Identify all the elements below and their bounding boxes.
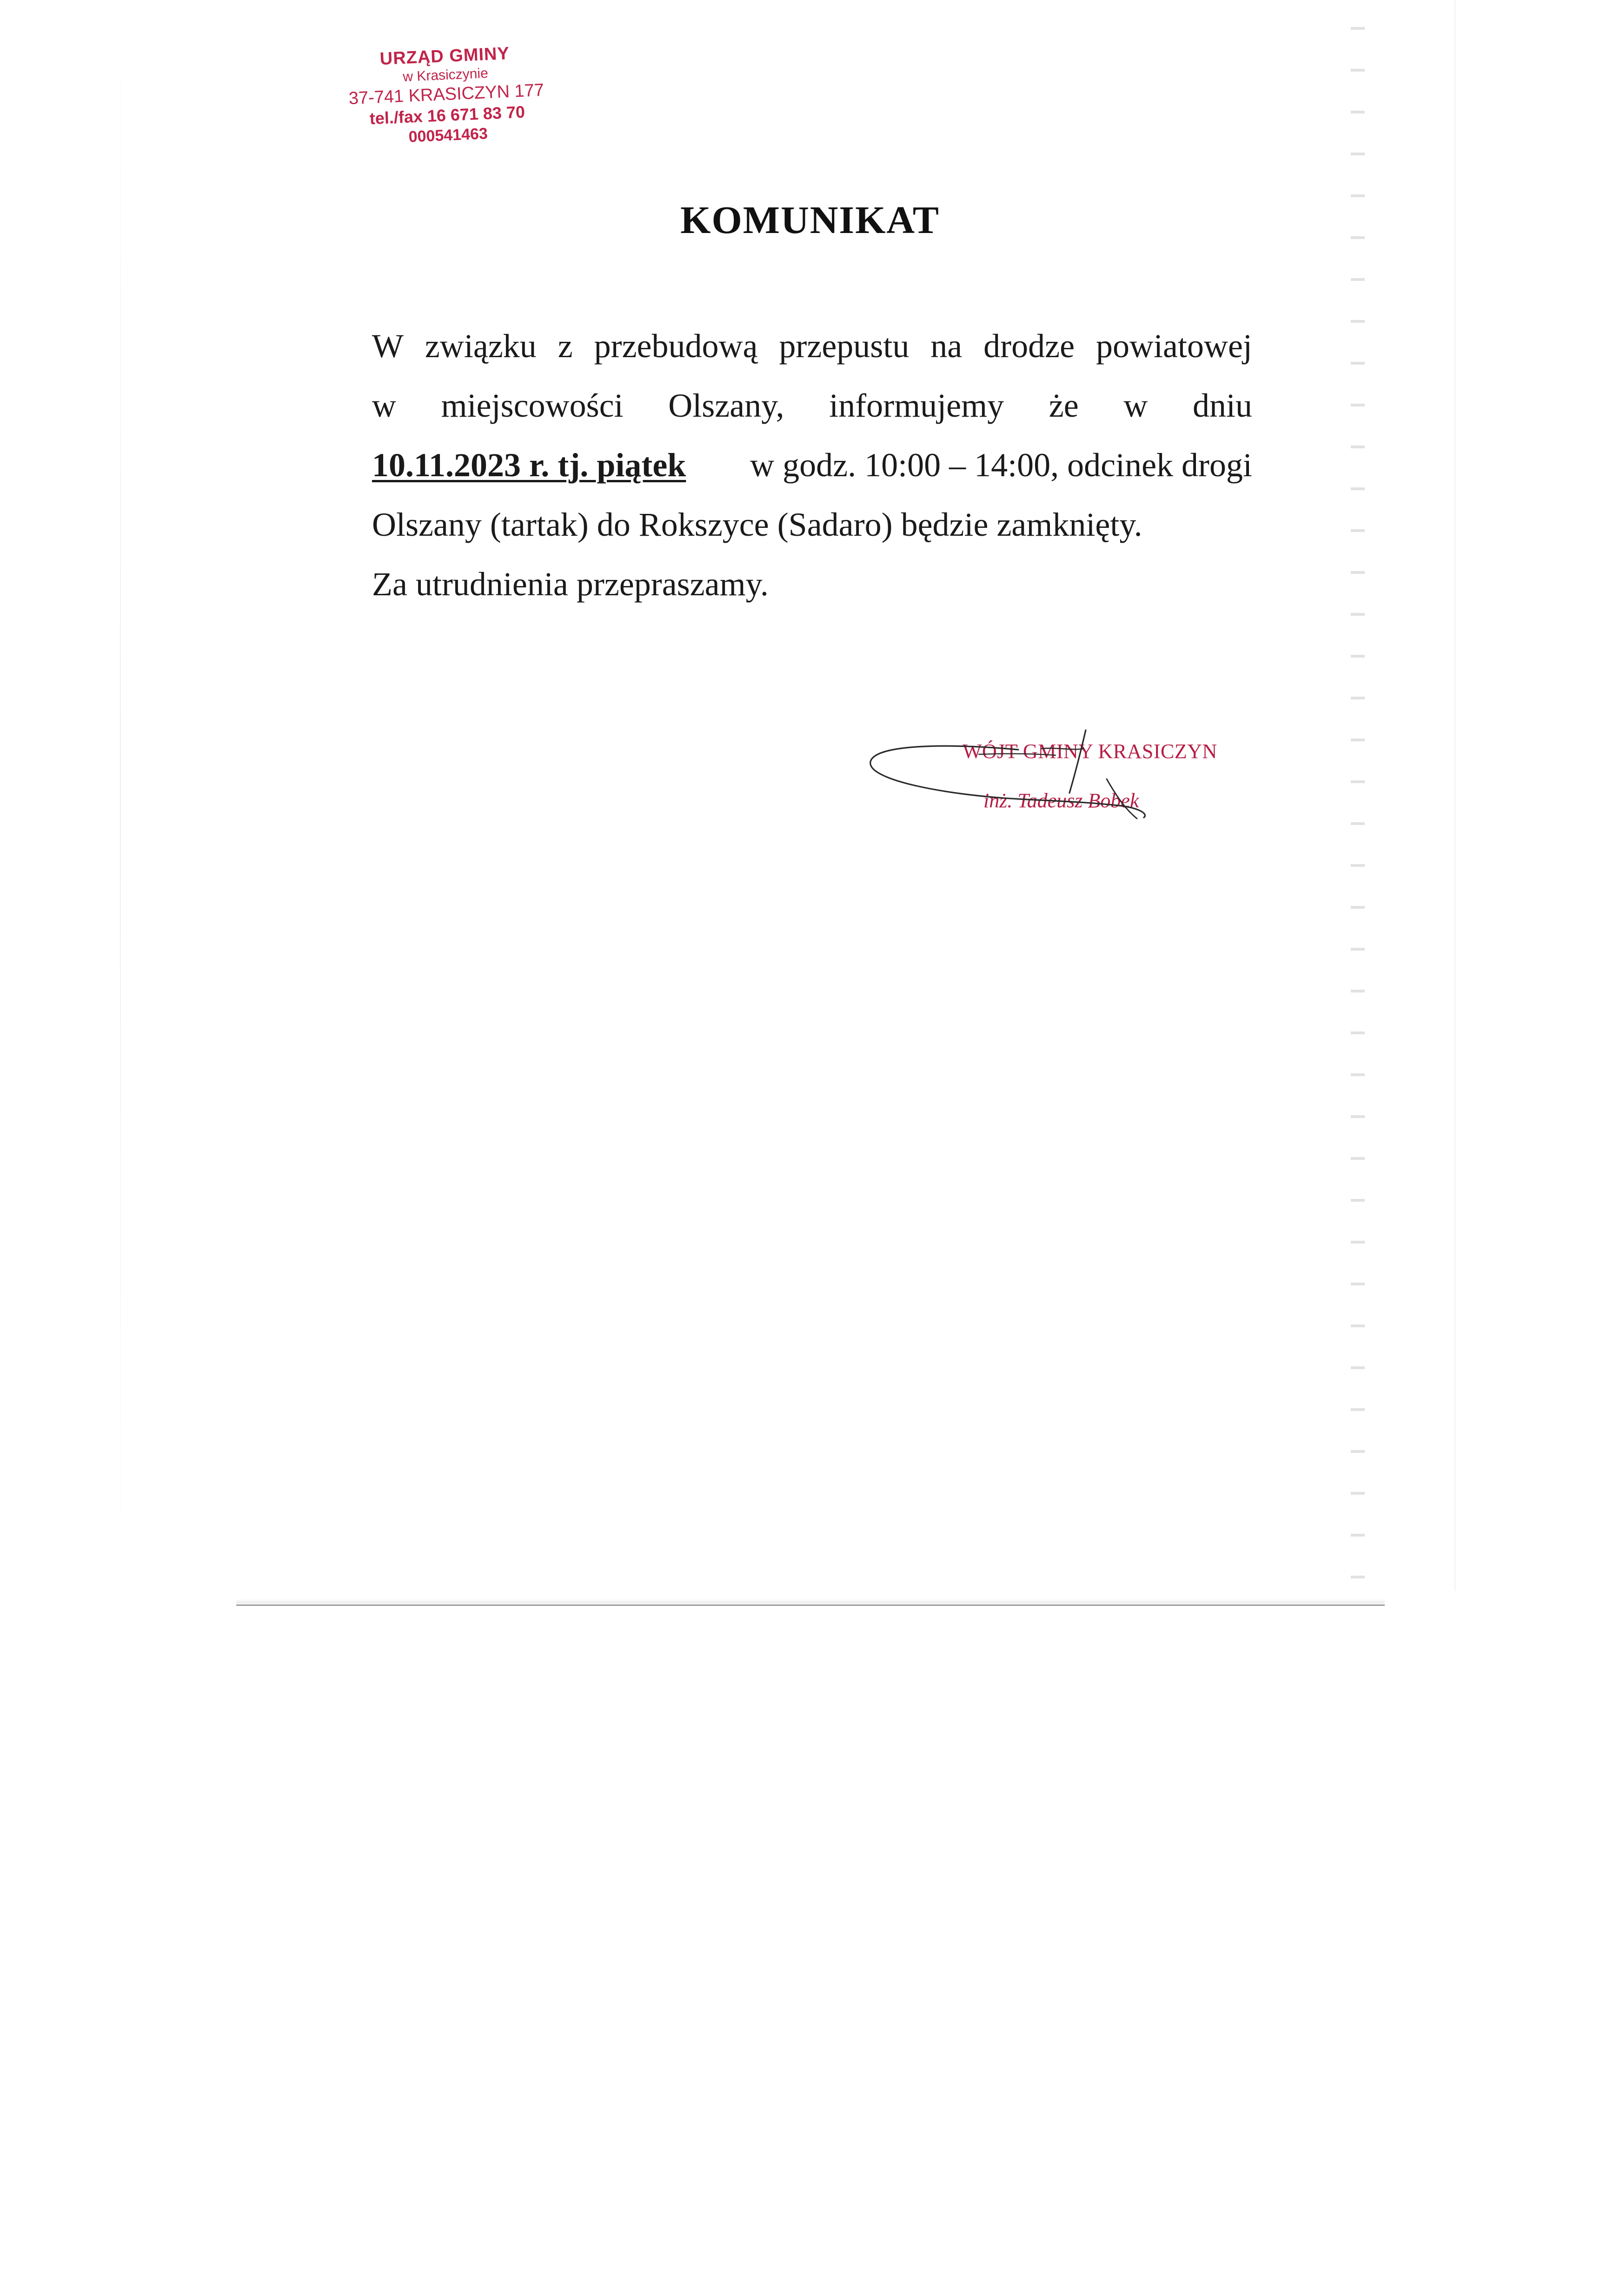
closure-time-and-section: w godz. 10:00 – 14:00, odcinek drogi — [750, 446, 1252, 484]
announcement-body — [372, 316, 1252, 614]
page-title: KOMUNIKAT — [680, 199, 940, 242]
word: informujemy — [829, 387, 1004, 424]
word: powiatowej — [1096, 327, 1252, 365]
word: przepustu — [779, 327, 910, 365]
body-line-3 — [372, 435, 1252, 495]
signature-stamp-title: WÓJT GMINY KRASICZYN — [963, 740, 1217, 763]
word: W — [372, 327, 404, 365]
stamp-line-phone: tel./fax 16 671 83 70 — [369, 102, 525, 128]
signature-block — [865, 725, 1246, 846]
scan-bottom-shadow — [236, 1599, 1385, 1604]
handwritten-signature — [865, 725, 1246, 846]
word: w — [1123, 387, 1148, 424]
word: dniu — [1192, 387, 1252, 424]
stamp-line-office: URZĄD GMINY — [379, 44, 510, 69]
body-line-2 — [372, 376, 1252, 435]
scan-bottom-edge — [236, 1604, 1385, 1606]
word: drodze — [983, 327, 1075, 365]
word: na — [930, 327, 963, 365]
word: miejscowości — [441, 387, 624, 424]
word: związku — [425, 327, 537, 365]
body-line-4: Olszany (tartak) do Rokszyce (Sadaro) będzie zamknięty. — [372, 506, 1142, 543]
stamp-line-address: 37-741 KRASICZYN 177 — [348, 80, 544, 109]
word: w — [372, 387, 396, 424]
word: że — [1049, 387, 1079, 424]
word: Olszany, — [668, 387, 784, 424]
stamp-line-location: w Krasiczynie — [402, 66, 489, 85]
signature-stamp-name: inż. Tadeusz Bobek — [983, 789, 1139, 812]
word: przebudową — [594, 327, 758, 365]
office-stamp — [333, 41, 560, 150]
closure-date: 10.11.2023 r. tj. piątek — [372, 446, 686, 484]
word: z — [558, 327, 573, 365]
stamp-line-regon: 000541463 — [408, 125, 488, 146]
body-line-1 — [372, 316, 1252, 376]
scan-edge-right — [1351, 9, 1365, 1581]
body-line-5: Za utrudnienia przepraszamy. — [372, 566, 769, 603]
